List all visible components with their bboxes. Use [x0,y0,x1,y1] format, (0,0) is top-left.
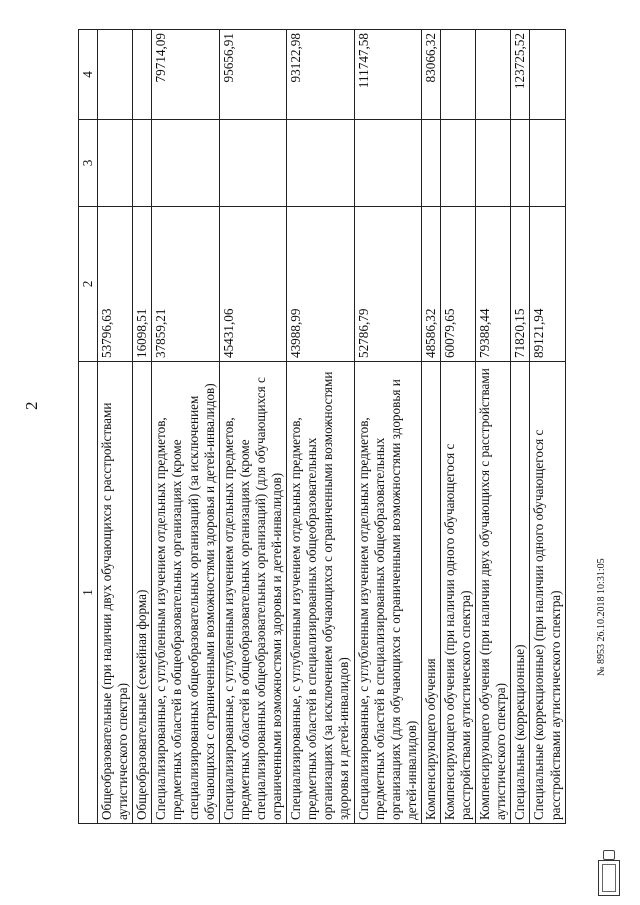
row-name-cell: Специальные (коррекционные) [511,362,530,824]
table-row [440,30,475,824]
header-col-3: 3 [79,120,98,207]
row-name-cell: Компенсирующего обучения [421,362,440,824]
row-value-3 [530,120,565,207]
registration-footer: № 8953 26.10.2018 10:31:05 [596,558,607,676]
row-value-4: 123725,52 [511,30,530,120]
row-value-3 [98,120,133,207]
rotated-table-container [78,30,628,824]
header-col-4: 4 [79,30,98,120]
header-col-2: 2 [79,207,98,362]
row-value-3 [421,120,440,207]
emblem-icon [603,850,615,860]
row-value-4 [476,30,511,120]
row-value-4 [133,30,152,120]
row-value-3 [354,120,421,207]
row-value-2: 16098,51 [133,207,152,362]
table-row [530,30,565,824]
row-value-3 [440,120,475,207]
table-row [511,30,530,824]
table-row [133,30,152,824]
row-name-cell: Специализированные, с углубленным изучением отдельных предметов, предметных областей в общеобразовательных организациях (кроме специализированных общеобразовательных организаций) (за исключением обучающихся с ограниченными возможностями здоровья и детей-инвалидов) [152,362,219,824]
row-value-2: 89121,94 [530,207,565,362]
row-value-2: 71820,15 [511,207,530,362]
row-value-3 [287,120,354,207]
row-value-4 [98,30,133,120]
row-value-3 [152,120,219,207]
row-name-cell: Специальные (коррекционные) (при наличии одного обучающегося с расстройствами аутистического спектра) [530,362,565,824]
cost-table [78,29,566,824]
row-name-cell: Компенсирующего обучения (при наличии двух обучающихся с расстройствами аутистического спектра) [476,362,511,824]
table-row [354,30,421,824]
row-value-4: 93122,98 [287,30,354,120]
table-row [421,30,440,824]
row-value-2: 37859,21 [152,207,219,362]
row-name-cell: Специализированные, с углубленным изучением отдельных предметов, предметных областей в общеобразовательных организациях (кроме специализированных общеобразовательных организаций) (для обучающихся с ограниченными возможностями здоровья и детей-инвалидов) [219,362,286,824]
row-value-4: 111747,58 [354,30,421,120]
row-value-2: 79388,44 [476,207,511,362]
row-value-3 [511,120,530,207]
row-value-2: 52786,79 [354,207,421,362]
header-col-1: 1 [79,362,98,824]
row-value-2: 43988,99 [287,207,354,362]
table-row [152,30,219,824]
table-row [287,30,354,824]
table-row [98,30,133,824]
row-value-4: 95656,91 [219,30,286,120]
table-row [476,30,511,824]
row-value-3 [219,120,286,207]
row-value-3 [133,120,152,207]
row-value-3 [476,120,511,207]
row-value-2: 53796,63 [98,207,133,362]
table-row [219,30,286,824]
row-name-cell: Общеобразовательные (при наличии двух обучающихся с расстройствами аутистического спектра) [98,362,133,824]
row-name-cell: Общеобразовательные (семейная форма) [133,362,152,824]
row-value-4: 83066,32 [421,30,440,120]
row-value-2: 60079,65 [440,207,475,362]
row-value-4 [530,30,565,120]
row-name-cell: Компенсирующего обучения (при наличии одного обучающегося с расстройствами аутистического спектра) [440,362,475,824]
row-name-cell: Специализированные, с углубленным изучением отдельных предметов, предметных областей в специализированных общеобразовательных организациях (для обучающихся с ограниченными возможностями здоровья и детей-инвалидов) [354,362,421,824]
page-number: 2 [22,401,41,410]
row-name-cell: Специализированные, с углубленным изучением отдельных предметов, предметных областей в специализированных общеобразовательных организациях (за исключением обучающихся с ограниченными возможностями здоровья и детей-инвалидов) [287,362,354,824]
row-value-2: 48586,32 [421,207,440,362]
row-value-2: 45431,06 [219,207,286,362]
barcode-stamp [598,860,620,896]
row-value-4: 79714,09 [152,30,219,120]
table-header-row [79,30,98,824]
row-value-4 [440,30,475,120]
